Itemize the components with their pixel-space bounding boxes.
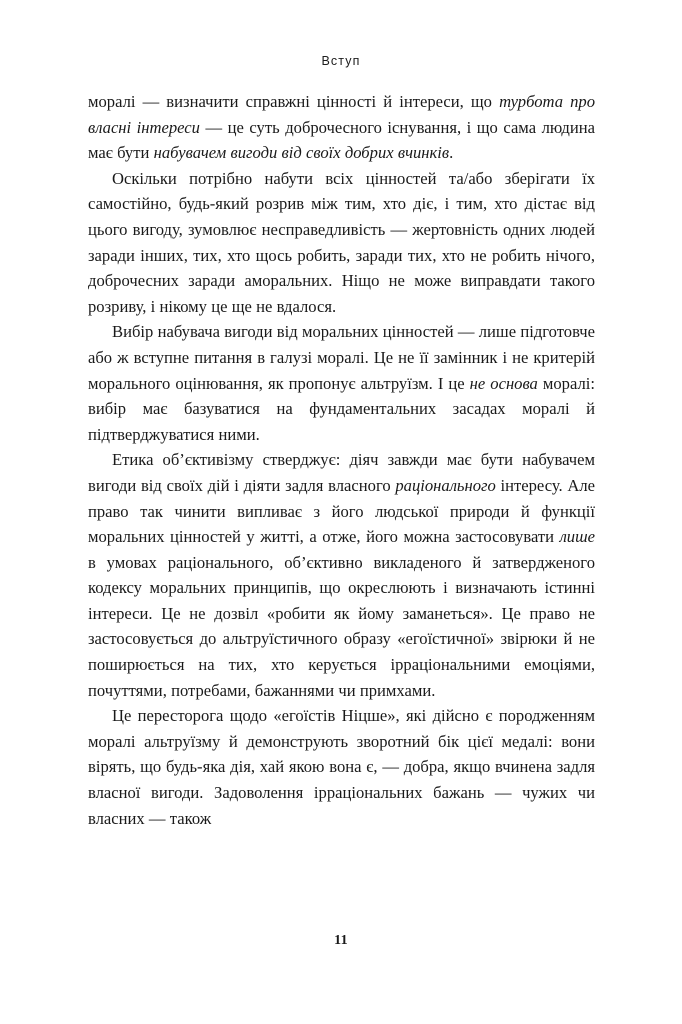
- text-run: Вибір набувача вигоди від моральних цінностей — лише підготовче або ж вступне питання в галузі моралі. Це не її замінник і не критерій морального оцінювання, як пропонує альтруїзм. І це: [88, 322, 595, 393]
- text-run: — це суть доброчесного існування, і що сама людина має бути: [88, 117, 595, 163]
- page-number: 11: [334, 933, 348, 948]
- text-run: .: [449, 143, 454, 163]
- paragraph: [88, 447, 595, 703]
- paragraph: [88, 703, 595, 831]
- paragraph: [88, 319, 595, 447]
- text-run: Оскільки потрібно набути всіх цінностей та/або зберігати їх самостійно, будь-який розрив між тим, хто діє, і тим, хто дістає від цього вигоду, зумовлює несправедливість — жертовність одних людей заради інших, тих, хто щось робить, заради тих, хто не робить нічого, доброчесних заради аморальних. Ніщо не може виправдати такого розриву, і нікому це ще не вдалося.: [88, 168, 595, 316]
- text-run: в умовах раціонального, об’єктивно викладеного й затвердженого кодексу моральних принципів, що окреслюють і визначають істинні інтереси. Це не дозвіл «робити як йому заманеться». Це право не застосовується до альтруїстичного образу «егоїстичної» звірюки й не поширюється на тих, хто керується ірраціональними емоціями, почуттями, потребами, бажаннями чи примхами.: [88, 552, 595, 700]
- text-run: моралі — визначити справжні цінності й інтереси, що: [88, 92, 500, 111]
- text-run: Це пересторога щодо «егоїстів Ніцше», які дійсно є породженням моралі альтруїзму й демонструють зворотний бік цієї медалі: вони вірять, що будь-яка дія, хай якою вона є, — добра, якщо вчинена задля власної вигоди. Задоволення ірраціональних бажань — чужих чи власних — також: [88, 706, 595, 828]
- running-head: Вступ: [321, 54, 361, 68]
- paragraph: [88, 89, 595, 166]
- emphasis-run: турбота про власні інтереси: [88, 92, 595, 137]
- emphasis-run: лише: [559, 527, 595, 547]
- body-text-block: [88, 89, 595, 831]
- paragraph: [88, 166, 595, 320]
- emphasis-run: набувачем вигоди від своїх добрих вчинків: [153, 143, 450, 163]
- text-run: інтересу. Але право так чинити випливає з його людської природи й функції моральних цінностей у житті, а отже, його можна застосовувати: [88, 475, 595, 547]
- emphasis-run: не основа: [469, 373, 538, 393]
- emphasis-run: раціонального: [395, 475, 496, 495]
- text-run: Етика об’єктивізму стверджує: діяч завжди має бути набувачем вигоди від своїх дій і діяти задля власного: [88, 450, 595, 495]
- text-run: моралі: вибір має базуватися на фундаментальних засадах моралі й підтверджуватися ними.: [88, 373, 595, 444]
